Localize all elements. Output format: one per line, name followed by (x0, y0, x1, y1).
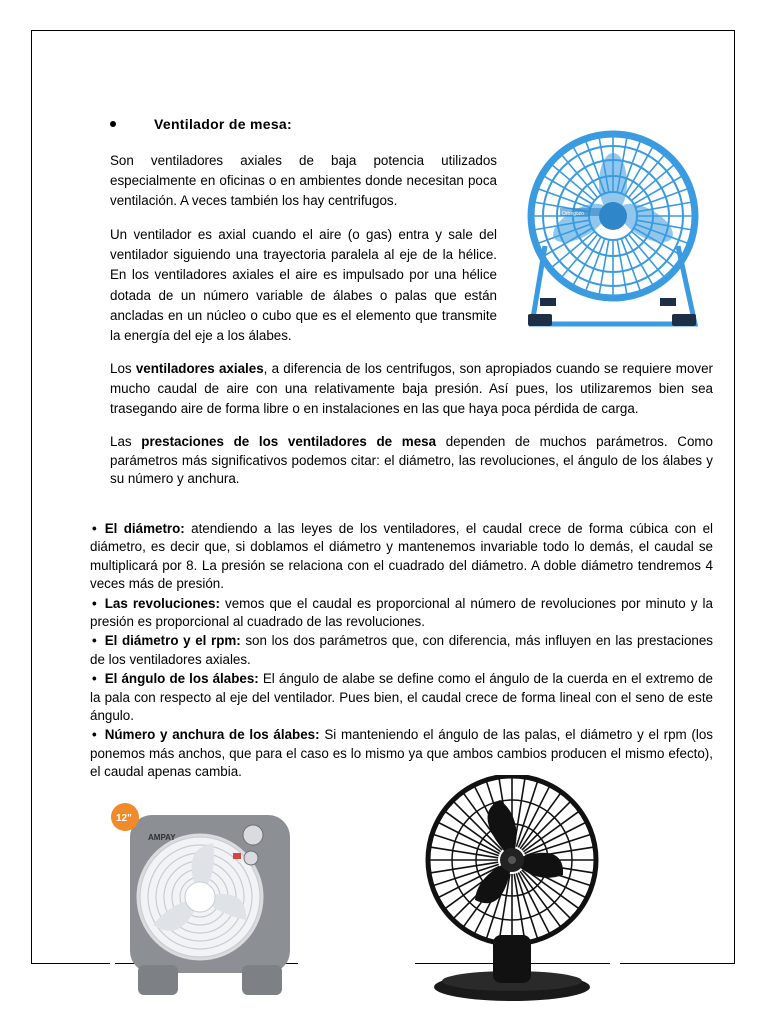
list-term: El ángulo de los álabes: (104, 671, 259, 687)
section-heading (110, 116, 292, 132)
black-desk-fan-image (415, 775, 610, 1005)
list-item (90, 632, 713, 669)
list-item (90, 726, 713, 781)
text-run: , a diferencia de los centrifugos, son apropiados cuando se requiere mover mucho caudal de aire con una relativamente baja presión. Así pues, los utilizaremos bien sea trasegando aire de forma libre o en instalaciones en las que haya poca pérdida de carga. (110, 361, 713, 417)
fan-brand-label: AMPAY (148, 833, 176, 842)
list-text: vemos que el caudal es proporcional al número de revoluciones por minuto y la presión es proporcional al cuadrado de las revoluciones. (90, 595, 713, 630)
heading-text: Ventilador de mesa: (154, 116, 292, 132)
bullet-icon: • (92, 521, 97, 536)
paragraph-intro: Son ventiladores axiales de baja potencia utilizados especialmente en oficinas o en ambientes donde necesitan poca ventilación. A veces también los hay centrifugos. (110, 153, 497, 209)
blue-desk-fan-image (510, 128, 716, 334)
list-item (90, 520, 713, 594)
list-text: son los dos parámetros que, con diferencia, más influyen en las prestaciones de los ventiladores axiales. (90, 633, 713, 667)
bold-term: ventiladores axiales (135, 361, 264, 376)
box-fan-image (108, 795, 298, 1005)
bullet-icon: • (92, 633, 97, 649)
list-item (90, 670, 713, 725)
list-term: El diámetro: (104, 521, 185, 536)
paragraph-axial-fans (110, 359, 713, 420)
list-text: atendiendo a las leyes de los ventiladores, el caudal crece de forma cúbica con el diámetro, es decir que, si doblamos el diámetro y mantenemos invariable todo lo demás, el caudal se multiplicará por 8. La presión se relaciona con el cuadrado del diámetro. A doble diámetro tendremos 4 veces más de presión. (90, 521, 713, 592)
paragraph-performance (110, 433, 713, 489)
text-run: Las (110, 434, 142, 449)
bold-term: prestaciones de los ventiladores de mesa (141, 434, 437, 449)
text-run: dependen de muchos parámetros. Como parámetros más significativos podemos citar: el diámetro, las revoluciones, el ángulo de los álabes y su número y anchura. (110, 434, 713, 486)
list-item (90, 595, 713, 632)
fan-brand-label: Orbegozo (562, 211, 584, 217)
parameter-list (90, 520, 713, 783)
paragraph-axial: Un ventilador es axial cuando el aire (o gas) entra y sale del ventilador siguiendo una trayectoria paralela al eje de la hélice. En los ventiladores axiales el aire es impulsado por una hélice dotada de un número variable de álabes o palas que están ancladas en un núcleo o cubo que es el elemento que transmite la energía del eje a los álabes. (110, 227, 497, 344)
border-gap (298, 962, 415, 966)
list-term: El diámetro y el rpm: (104, 633, 241, 649)
list-text: Si manteniendo el ángulo de las palas, el diámetro y el rpm (los ponemos más anchos, que para el caso es lo mismo ya que ambos cambios producen el mismo efecto), el caudal apenas cambia. (90, 727, 714, 780)
list-text: El ángulo de alabe se define como el ángulo de la cuerda en el extremo de la pala con respecto al eje del ventilador. Pues bien, el caudal crece de forma lineal con el seno de este ángulo. (90, 671, 713, 724)
bullet-icon: • (92, 671, 97, 687)
bullet-icon: • (92, 727, 97, 743)
bullet-icon (110, 121, 116, 127)
text-run: Los (110, 361, 136, 376)
list-term: Número y anchura de los álabes: (104, 727, 320, 743)
list-term: Las revoluciones: (104, 595, 220, 611)
size-badge: 12" (116, 813, 132, 824)
bullet-icon: • (92, 595, 97, 611)
border-gap (610, 962, 620, 966)
